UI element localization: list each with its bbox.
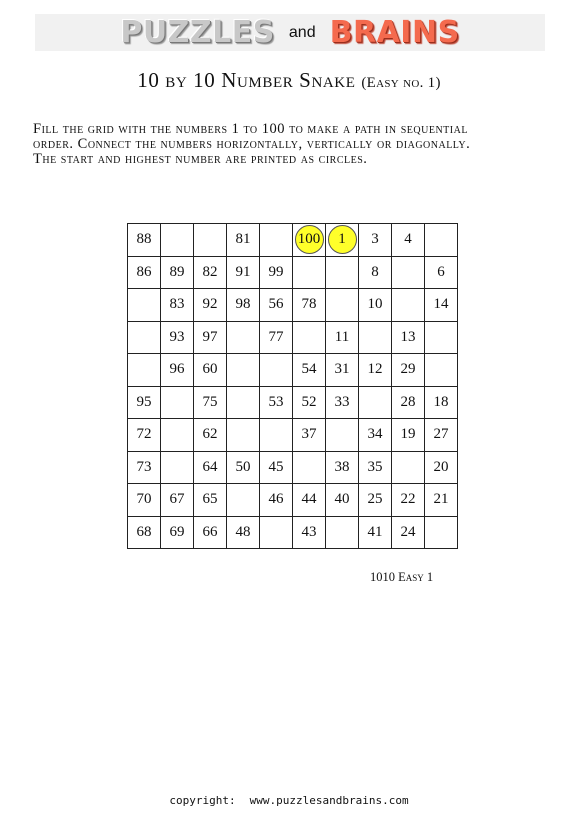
cell-number: 25 <box>367 491 383 508</box>
grid-cell[interactable] <box>260 516 293 549</box>
cell-number: 56 <box>268 296 284 313</box>
site-banner <box>35 14 545 51</box>
grid-cell[interactable] <box>293 484 326 517</box>
grid-cell[interactable] <box>326 484 359 517</box>
cell-number: 35 <box>367 458 383 475</box>
cell-number: 86 <box>136 263 152 280</box>
cell-number: 88 <box>136 231 152 248</box>
cell-number: 18 <box>433 393 449 410</box>
grid-cell[interactable] <box>293 224 326 257</box>
cell-number: 67 <box>169 491 185 508</box>
grid-cell[interactable] <box>227 419 260 452</box>
grid-cell[interactable] <box>128 256 161 289</box>
cell-number: 50 <box>235 458 251 475</box>
cell-number: 96 <box>169 361 185 378</box>
grid-cell[interactable] <box>392 451 425 484</box>
grid-cell[interactable] <box>359 484 392 517</box>
cell-number: 95 <box>136 393 152 410</box>
grid-cell[interactable] <box>392 419 425 452</box>
grid-cell[interactable] <box>227 256 260 289</box>
grid-cell[interactable] <box>194 224 227 257</box>
cell-number: 97 <box>202 328 218 345</box>
grid-cell[interactable] <box>260 321 293 354</box>
grid-cell[interactable] <box>128 289 161 322</box>
cell-number: 43 <box>301 523 317 540</box>
cell-number: 40 <box>334 491 350 508</box>
site-logo[interactable] <box>120 15 459 50</box>
grid-cell[interactable] <box>227 289 260 322</box>
cell-number: 69 <box>169 523 185 540</box>
grid-cell[interactable] <box>260 354 293 387</box>
grid-cell[interactable] <box>425 224 458 257</box>
cell-number: 27 <box>433 426 449 443</box>
cell-number: 73 <box>136 458 152 475</box>
cell-number: 34 <box>367 426 383 443</box>
grid-row <box>128 354 458 387</box>
grid-row <box>128 289 458 322</box>
grid-cell[interactable] <box>161 289 194 322</box>
cell-number: 75 <box>202 393 218 410</box>
grid-cell[interactable] <box>293 256 326 289</box>
cell-number: 14 <box>433 296 449 313</box>
cell-number: 62 <box>202 426 218 443</box>
grid-row <box>128 256 458 289</box>
grid-cell[interactable] <box>359 256 392 289</box>
grid-cell[interactable] <box>359 289 392 322</box>
grid-cell[interactable] <box>194 354 227 387</box>
grid-row <box>128 484 458 517</box>
grid-cell[interactable] <box>392 224 425 257</box>
grid-cell[interactable] <box>425 516 458 549</box>
instruction-line: The start and highest number are printed as circles. <box>33 151 368 167</box>
puzzle-title <box>0 68 578 93</box>
cell-number: 52 <box>301 393 317 410</box>
cell-number: 92 <box>202 296 218 313</box>
grid-cell[interactable] <box>260 419 293 452</box>
cell-number: 12 <box>367 361 383 378</box>
grid-cell[interactable] <box>392 289 425 322</box>
grid-cell[interactable] <box>128 354 161 387</box>
grid-cell[interactable] <box>260 484 293 517</box>
grid-cell[interactable] <box>326 354 359 387</box>
grid-cell[interactable] <box>128 321 161 354</box>
cell-number: 99 <box>268 263 284 280</box>
grid-cell[interactable] <box>161 224 194 257</box>
grid-cell[interactable] <box>425 354 458 387</box>
grid-cell[interactable] <box>227 354 260 387</box>
grid-cell[interactable] <box>392 484 425 517</box>
puzzle-title-sub: (Easy no. 1) <box>361 75 441 91</box>
grid-cell[interactable] <box>425 484 458 517</box>
grid-cell[interactable] <box>194 451 227 484</box>
cell-number: 72 <box>136 426 152 443</box>
cell-number: 3 <box>371 231 379 248</box>
logo-word-brains: BRAINS <box>329 15 460 50</box>
grid-cell[interactable] <box>227 516 260 549</box>
cell-number: 91 <box>235 263 251 280</box>
grid-cell[interactable] <box>293 289 326 322</box>
cell-number: 10 <box>367 296 383 313</box>
cell-number: 38 <box>334 458 350 475</box>
cell-number: 44 <box>301 491 317 508</box>
cell-number: 68 <box>136 523 152 540</box>
grid-cell[interactable] <box>194 484 227 517</box>
cell-number: 22 <box>400 491 416 508</box>
grid-cell[interactable] <box>194 516 227 549</box>
cell-number: 89 <box>169 263 185 280</box>
instruction-line: order. Connect the numbers horizontally, vertically or diagonally. <box>33 136 471 152</box>
grid-cell[interactable] <box>128 516 161 549</box>
grid-cell[interactable] <box>359 354 392 387</box>
footer <box>0 794 578 807</box>
cell-number: 31 <box>334 361 350 378</box>
grid-cell[interactable] <box>425 386 458 419</box>
cell-number: 4 <box>404 231 412 248</box>
grid-cell[interactable] <box>425 419 458 452</box>
cell-number: 45 <box>268 458 284 475</box>
grid-cell[interactable] <box>326 451 359 484</box>
cell-number: 19 <box>400 426 416 443</box>
cell-number: 78 <box>301 296 317 313</box>
grid-cell[interactable] <box>293 419 326 452</box>
cell-number: 70 <box>136 491 152 508</box>
copyright-label: copyright: <box>169 794 236 807</box>
grid-cell[interactable] <box>227 484 260 517</box>
grid-cell[interactable] <box>293 354 326 387</box>
circled-number: 1 <box>328 225 357 254</box>
puzzle-grid <box>127 223 458 549</box>
cell-number: 20 <box>433 458 449 475</box>
cell-number: 81 <box>235 231 251 248</box>
grid-cell[interactable] <box>227 451 260 484</box>
grid-cell[interactable] <box>392 321 425 354</box>
grid-row <box>128 386 458 419</box>
cell-number: 64 <box>202 458 218 475</box>
cell-number: 33 <box>334 393 350 410</box>
grid-cell[interactable] <box>194 386 227 419</box>
cell-number: 41 <box>367 523 383 540</box>
cell-number: 53 <box>268 393 284 410</box>
grid-cell[interactable] <box>161 419 194 452</box>
grid-cell[interactable] <box>260 224 293 257</box>
logo-word-puzzles: PUZZLES <box>120 15 275 50</box>
cell-number: 82 <box>202 263 218 280</box>
puzzle-title-main: 10 by 10 Number Snake <box>137 68 356 92</box>
cell-number: 6 <box>437 263 445 280</box>
grid-row <box>128 224 458 257</box>
circled-number: 100 <box>295 225 324 254</box>
logo-word-and: and <box>288 23 316 41</box>
grid-cell[interactable] <box>260 289 293 322</box>
grid-cell[interactable] <box>260 256 293 289</box>
grid-cell[interactable] <box>326 289 359 322</box>
grid-cell[interactable] <box>128 484 161 517</box>
cell-number: 8 <box>371 263 379 280</box>
cell-number: 98 <box>235 296 251 313</box>
grid-cell[interactable] <box>326 321 359 354</box>
grid-cell[interactable] <box>326 516 359 549</box>
cell-number: 54 <box>301 361 317 378</box>
cell-number: 65 <box>202 491 218 508</box>
cell-number: 83 <box>169 296 185 313</box>
grid-cell[interactable] <box>359 224 392 257</box>
grid-cell[interactable] <box>425 289 458 322</box>
instruction-line: Fill the grid with the numbers 1 to 100 to make a path in sequential <box>33 121 468 137</box>
grid-cell[interactable] <box>425 321 458 354</box>
grid-cell[interactable] <box>392 354 425 387</box>
grid-cell[interactable] <box>326 386 359 419</box>
grid-cell[interactable] <box>227 321 260 354</box>
grid-cell[interactable] <box>392 256 425 289</box>
grid-cell[interactable] <box>359 516 392 549</box>
grid-cell[interactable] <box>161 354 194 387</box>
cell-number: 28 <box>400 393 416 410</box>
cell-number: 77 <box>268 328 284 345</box>
grid-cell[interactable] <box>161 451 194 484</box>
cell-number: 13 <box>400 328 416 345</box>
website-link[interactable]: www.puzzlesandbrains.com <box>249 794 409 807</box>
grid-cell[interactable] <box>293 386 326 419</box>
cell-number: 93 <box>169 328 185 345</box>
cell-number: 48 <box>235 523 251 540</box>
grid-cell[interactable] <box>392 516 425 549</box>
cell-number: 66 <box>202 523 218 540</box>
grid-cell[interactable] <box>326 224 359 257</box>
grid-row <box>128 419 458 452</box>
grid-cell[interactable] <box>161 516 194 549</box>
cell-number: 11 <box>334 328 350 345</box>
instructions <box>33 122 553 167</box>
grid-cell[interactable] <box>326 256 359 289</box>
grid-row <box>128 516 458 549</box>
cell-number: 24 <box>400 523 416 540</box>
cell-number: 37 <box>301 426 317 443</box>
grid-cell[interactable] <box>260 451 293 484</box>
cell-number: 60 <box>202 361 218 378</box>
grid-cell[interactable] <box>128 386 161 419</box>
cell-number: 21 <box>433 491 449 508</box>
grid-cell[interactable] <box>359 321 392 354</box>
grid-cell[interactable] <box>293 321 326 354</box>
grid-cell[interactable] <box>194 321 227 354</box>
grid-cell[interactable] <box>227 386 260 419</box>
grid-cell[interactable] <box>194 419 227 452</box>
grid-cell[interactable] <box>161 386 194 419</box>
grid-cell[interactable] <box>260 386 293 419</box>
grid-cell[interactable] <box>227 224 260 257</box>
grid-cell[interactable] <box>425 451 458 484</box>
grid-cell[interactable] <box>359 386 392 419</box>
grid-cell[interactable] <box>128 224 161 257</box>
grid-cell[interactable] <box>359 451 392 484</box>
grid-cell[interactable] <box>359 419 392 452</box>
grid-cell[interactable] <box>293 516 326 549</box>
grid-cell[interactable] <box>425 256 458 289</box>
grid-cell[interactable] <box>128 419 161 452</box>
grid-cell[interactable] <box>392 386 425 419</box>
grid-cell[interactable] <box>161 321 194 354</box>
grid-cell[interactable] <box>161 484 194 517</box>
grid-cell[interactable] <box>293 451 326 484</box>
puzzle-id: 1010 Easy 1 <box>370 570 434 584</box>
grid-cell[interactable] <box>194 289 227 322</box>
cell-number: 29 <box>400 361 416 378</box>
grid-row <box>128 321 458 354</box>
grid-cell[interactable] <box>128 451 161 484</box>
grid-cell[interactable] <box>194 256 227 289</box>
cell-number: 46 <box>268 491 284 508</box>
grid-cell[interactable] <box>161 256 194 289</box>
grid-row <box>128 451 458 484</box>
grid-cell[interactable] <box>326 419 359 452</box>
